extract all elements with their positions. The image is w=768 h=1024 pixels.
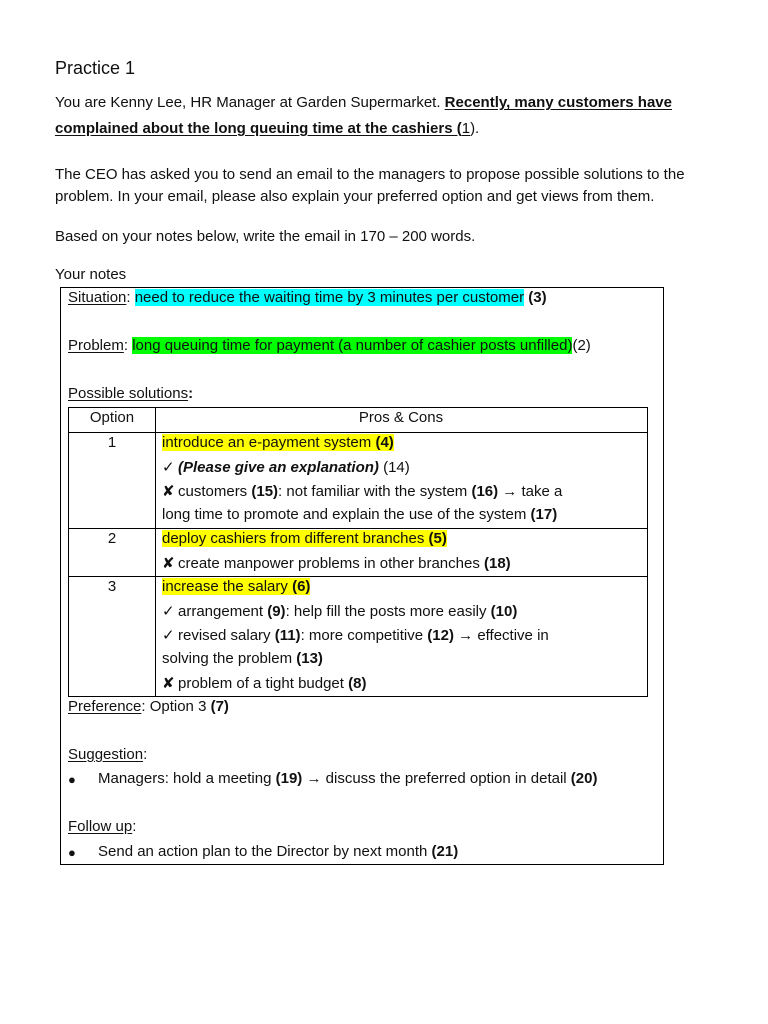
header-option: Option <box>89 409 135 426</box>
task-paragraph-line-2: problem. In your email, please also explain your preferred option and get views from them. <box>55 188 655 205</box>
situation-label: Situation <box>68 289 127 306</box>
check-icon: ✓ <box>162 459 175 476</box>
intro-underlined-2: complained about the long queuing time at the cashiers ( <box>55 120 462 137</box>
preference-num: (7) <box>210 698 229 715</box>
option-line: long time to promote and explain the use of the system (17) <box>162 506 558 523</box>
solutions-label: Possible solutions <box>68 385 189 402</box>
word-count-instruction: Based on your notes below, write the email in 170 – 200 words. <box>55 228 476 245</box>
option-title <box>162 578 310 595</box>
option-line: ✘ create manpower problems in other branches (18) <box>162 555 511 572</box>
header-pros-cons: Pros & Cons <box>358 409 444 426</box>
option-title <box>162 530 447 547</box>
intro-underlined-1: Recently, many customers have <box>444 94 672 111</box>
check-icon: ✓ <box>162 627 175 644</box>
option-1-title: introduce an e-payment system (4) <box>162 434 394 451</box>
option-number: 2 <box>107 530 117 547</box>
suggestion-label: Suggestion <box>68 746 144 763</box>
page-title: Practice 1 <box>55 58 136 78</box>
option-line: ✘ customers (15): not familiar with the system (16) → take a <box>162 483 563 500</box>
followup-label: Follow up <box>68 818 133 835</box>
option-line: ✘ problem of a tight budget (8) <box>162 675 367 692</box>
notes-label: Your notes <box>55 266 127 283</box>
intro-num: 1 <box>461 120 471 137</box>
bullet-icon: ● <box>68 845 76 860</box>
option-title <box>162 434 394 451</box>
solutions-line: Possible solutions: <box>68 385 194 402</box>
preference-line <box>68 698 229 715</box>
problem-text: long queuing time for payment (a number of cashier posts unfilled) <box>132 337 573 354</box>
intro-plain: You are Kenny Lee, HR Manager at Garden Supermarket. <box>55 94 445 111</box>
intro-line-1 <box>55 94 672 111</box>
option-3-title: increase the salary (6) <box>162 578 311 595</box>
option-number: 3 <box>107 578 117 595</box>
arrow-right-icon: → <box>302 770 326 787</box>
arrow-right-icon: → <box>498 483 522 500</box>
option-line: solving the problem (13) <box>162 650 323 667</box>
arrow-right-icon: → <box>453 627 478 644</box>
options-table <box>68 407 648 697</box>
task-paragraph-line-1: The CEO has asked you to send an email to the managers to propose possible solutions to the <box>55 166 685 183</box>
situation-num: (3) <box>528 289 547 306</box>
intro-line-2 <box>55 120 479 137</box>
option-line: ✓ revised salary (11): more competitive (12) → effective in <box>162 627 549 644</box>
suggestion-label-line: Suggestion: <box>68 746 148 763</box>
cross-icon: ✘ <box>162 675 175 692</box>
suggestion-line: Managers: hold a meeting (19) → discuss the preferred option in detail (20) <box>98 770 598 787</box>
followup-label-line: Follow up: <box>68 818 137 835</box>
check-icon: ✓ <box>162 603 175 620</box>
situation-line: Situation: need to reduce the waiting time by 3 minutes per customer (3) <box>68 289 547 306</box>
situation-text: need to reduce the waiting time by 3 minutes per customer <box>134 289 525 306</box>
preference-text: : Option 3 <box>141 698 211 715</box>
bullet-icon: ● <box>68 772 76 787</box>
intro-close: ). <box>470 120 480 137</box>
problem-line: Problem: long queuing time for payment (a number of cashier posts unfilled)(2) <box>68 337 591 354</box>
notes-box <box>60 287 664 865</box>
option-number: 1 <box>107 434 117 451</box>
option-line: ✓ (Please give an explanation) (14) <box>162 459 410 476</box>
cross-icon: ✘ <box>162 555 175 572</box>
option-line: ✓ arrangement (9): help fill the posts more easily (10) <box>162 603 518 620</box>
preference-label: Preference <box>68 698 142 715</box>
problem-label: Problem <box>68 337 124 354</box>
cross-icon: ✘ <box>162 483 175 500</box>
option-2-title: deploy cashiers from different branches (5) <box>162 530 447 547</box>
problem-num: (2) <box>572 337 591 354</box>
followup-line: Send an action plan to the Director by next month (21) <box>98 843 459 860</box>
